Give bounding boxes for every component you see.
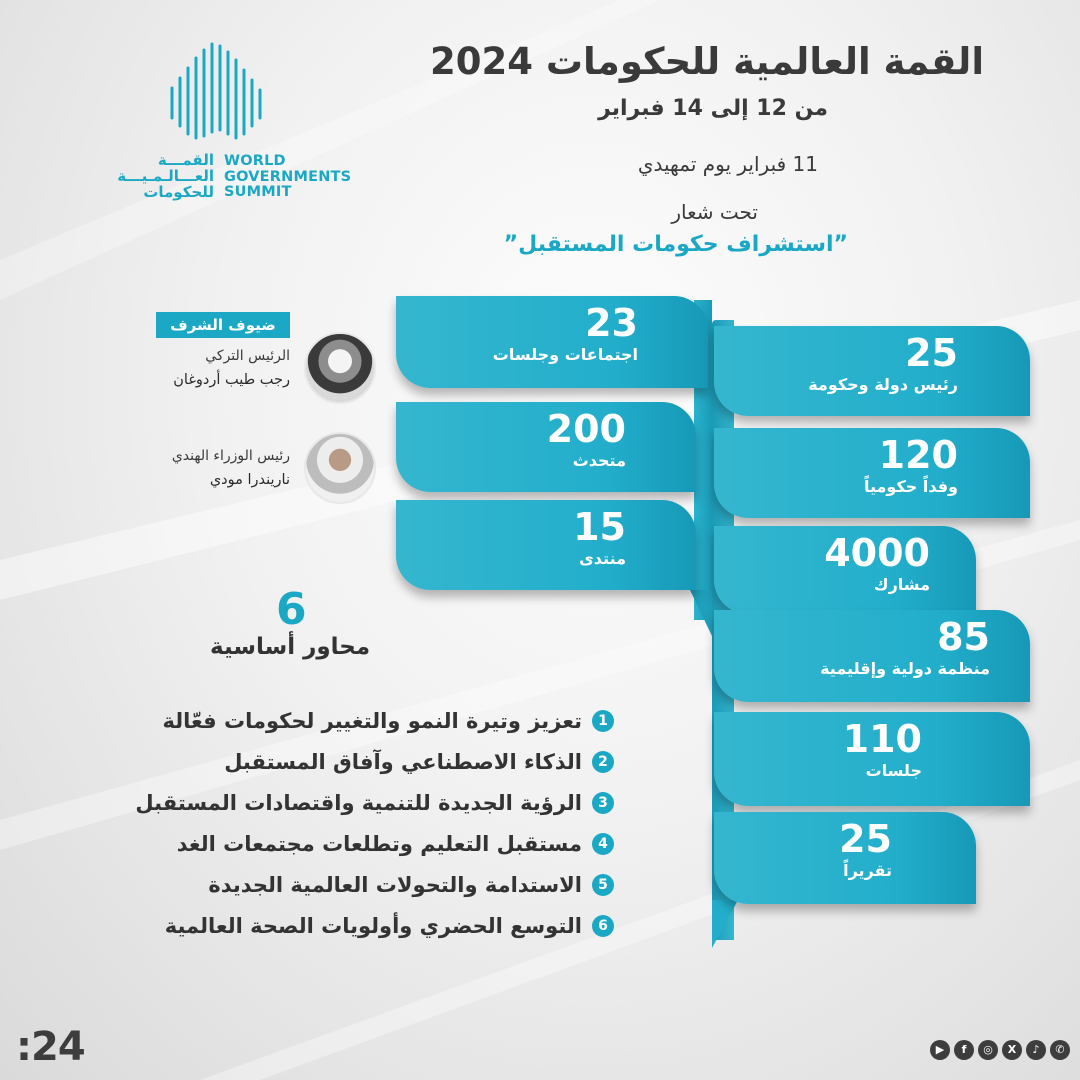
social-icons: [930, 1040, 1070, 1060]
guest-role: الرئيس التركي: [205, 348, 290, 364]
stat-label: متحدث: [572, 451, 626, 470]
stat-number: 25: [839, 817, 892, 861]
stat-label: اجتماعات وجلسات: [492, 345, 638, 364]
number-badge: 4: [592, 833, 614, 855]
stat-label: منظمة دولية وإقليمية: [820, 659, 990, 678]
stat-number: 23: [585, 301, 638, 345]
logo-arabic-text: القمـــة العـــالـمـيـــة للحكومات: [117, 151, 214, 201]
avatar: [304, 432, 376, 504]
x-icon[interactable]: X: [1002, 1040, 1022, 1060]
stat-number: 200: [546, 407, 626, 451]
pillars-count: 6: [276, 584, 307, 635]
list-item: [90, 864, 614, 905]
stat-meetings: [396, 296, 708, 388]
number-badge: 6: [592, 915, 614, 937]
page-title: القمة العالمية للحكومات 2024: [429, 40, 984, 83]
avatar: [304, 332, 376, 404]
tiktok-icon[interactable]: ♪: [1026, 1040, 1046, 1060]
stat-number: 25: [905, 331, 958, 375]
list-item: [90, 700, 614, 741]
stat-label: وفداً حكومياً: [863, 477, 958, 496]
stat-number: 15: [573, 505, 626, 549]
stat-label: تقريراً: [843, 861, 892, 880]
youtube-icon[interactable]: ▶: [930, 1040, 950, 1060]
stat-label: منتدى: [579, 549, 626, 568]
number-badge: 1: [592, 710, 614, 732]
logo-english-text: WORLD GOVERNMENTS SUMMIT: [224, 153, 352, 200]
slogan: ”استشراف حكومات المستقبل”: [503, 232, 848, 257]
stat-number: 4000: [824, 531, 930, 575]
pillars-list: [90, 700, 614, 946]
stat-label: رئيس دولة وحكومة: [808, 375, 958, 394]
guests-of-honor-badge: ضيوف الشرف: [156, 312, 290, 338]
pillar-text: الاستدامة والتحولات العالمية الجديدة: [208, 872, 582, 897]
pillars-heading: محاور أساسية: [210, 634, 371, 660]
stat-delegations: [714, 428, 1030, 518]
pillar-text: التوسع الحضري وأولويات الصحة العالمية: [164, 913, 582, 938]
facebook-icon[interactable]: f: [954, 1040, 974, 1060]
instagram-icon[interactable]: ◎: [978, 1040, 998, 1060]
guest-name: ناريندرا مودي: [209, 472, 290, 488]
stat-organizations: [714, 610, 1030, 702]
number-badge: 3: [592, 792, 614, 814]
stat-number: 110: [842, 717, 922, 761]
brand-24-logo: :24: [16, 1024, 85, 1070]
guest-indian-pm: [120, 432, 376, 508]
pillar-text: الرؤية الجديدة للتنمية واقتصادات المستقبل: [135, 790, 582, 815]
guest-turkish-president: [120, 332, 376, 408]
slogan-label: تحت شعار: [671, 200, 758, 224]
stat-reports: [714, 812, 976, 904]
stat-label: جلسات: [865, 761, 922, 780]
list-item: [90, 741, 614, 782]
preliminary-day: 11 فبراير يوم تمهيدي: [637, 152, 818, 176]
list-item: [90, 905, 614, 946]
stat-number: 85: [937, 615, 990, 659]
guest-name: رجب طيب أردوغان: [173, 372, 290, 388]
list-item: [90, 782, 614, 823]
stat-participants: [714, 526, 976, 614]
stat-label: مشارك: [873, 575, 930, 594]
stat-forums: [396, 500, 696, 590]
pillar-text: الذكاء الاصطناعي وآفاق المستقبل: [224, 749, 582, 774]
stat-sessions: [714, 712, 1030, 806]
guest-role: رئيس الوزراء الهندي: [171, 448, 290, 464]
number-badge: 2: [592, 751, 614, 773]
stat-heads-of-state: [714, 326, 1030, 416]
stat-speakers: [396, 402, 696, 492]
whatsapp-icon[interactable]: ✆: [1050, 1040, 1070, 1060]
pillar-text: تعزيز وتيرة النمو والتغيير لحكومات فعّالة: [162, 708, 582, 733]
pillar-text: مستقبل التعليم وتطلعات مجتمعات الغد: [176, 831, 582, 856]
stat-number: 120: [878, 433, 958, 477]
number-badge: 5: [592, 874, 614, 896]
list-item: [90, 823, 614, 864]
right-ribbon-tail: [712, 900, 738, 948]
event-dates: من 12 إلى 14 فبراير: [598, 96, 828, 121]
